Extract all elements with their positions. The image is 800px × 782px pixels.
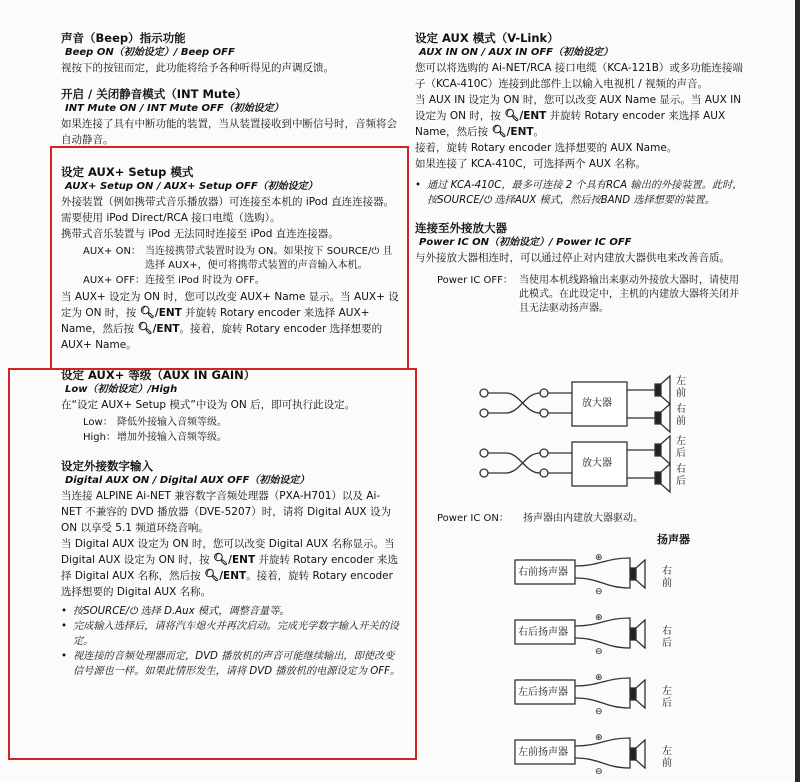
- amp-off-definition: [437, 274, 745, 316]
- viewer-edge: [795, 0, 800, 782]
- speaker-end-label: 左后: [662, 686, 672, 709]
- beep-options: Beep ON（初始设定）/ Beep OFF: [65, 47, 235, 58]
- search-key-icon: 🔍︎: [212, 552, 229, 566]
- amp-options: Power IC ON（初始设定）/ Power IC OFF: [419, 237, 632, 248]
- aux-setup-body1: 外接装置（例如携带式音乐播放器）可连接至本机的 iPod 直连连接器。需要使用 iPod Direct/RCA 接口电缆（选购）。: [61, 196, 395, 224]
- svg-text:⊖: ⊖: [595, 707, 603, 717]
- vlink-body3: 接着，旋转 Rotary encoder 选择想要的 AUX Name。: [415, 142, 678, 154]
- search-key-icon: 🔍︎: [504, 108, 520, 122]
- gain-low-term: Low：: [83, 417, 113, 428]
- svg-text:⊖: ⊖: [595, 647, 603, 657]
- amp-title: 连接至外接放大器: [415, 221, 507, 235]
- svg-text:⊖: ⊖: [595, 767, 603, 776]
- digital-bullet: • 视连接的音频处理器而定，DVD 播放机的声音可能继续输出，即使改变信号源也一样。如果此情形发生，请将 DVD 播放机的电源设定为 OFF。: [61, 651, 401, 677]
- aux-setup-body3: 当 AUX+ 设定为 ON 时，您可以改变 AUX+ Name 显示。当 AUX+ 设定为 ON 时，按 🔍︎/ENT 并旋转 Rotary encoder 来选择 AUX+ Name，然后按 🔍︎/ENT。接着，旋转 Rotary encoder 选择想要的 AUX+ Name。: [61, 291, 399, 351]
- search-key-icon: 🔍︎: [203, 568, 220, 582]
- digital-options: Digital AUX ON / Digital AUX OFF（初始设定）: [65, 475, 310, 486]
- digital-bullet: • 按SOURCE/⏻ 选择 D.Aux 模式，调整音量等。: [61, 606, 290, 617]
- speaker-row-label: 右后扬声器: [518, 627, 568, 638]
- svg-text:⊕: ⊕: [595, 673, 603, 683]
- amp-body: 与外接放大器相连时，可以通过停止对内建放大器供电来改善音质。: [415, 252, 730, 264]
- speaker-end-label: 右前: [662, 566, 672, 589]
- vlink-body2: 当 AUX IN 设定为 ON 时，您可以改变 AUX Name 显示。当 AUX IN 设定为 ON 时，按 🔍︎/ENT 并旋转 Rotary encoder 来选择 AUX Name，然后按 🔍︎/ENT。: [415, 94, 742, 138]
- power-ic-on-term: Power IC ON：: [437, 513, 509, 524]
- svg-text:⊖: ⊖: [595, 587, 603, 597]
- highlight-box-aux-gain-digital: [8, 368, 417, 760]
- power-ic-off-term: Power IC OFF：: [437, 275, 513, 286]
- aux-off-term: AUX+ OFF：: [83, 275, 145, 286]
- search-key-icon: 🔍︎: [137, 321, 153, 335]
- beep-body: 视按下的按钮而定，此功能将给予各种听得见的声调反馈。: [61, 62, 334, 74]
- digital-body2: 当 Digital AUX 设定为 ON 时，您可以改变 Digital AUX 名称显示。当 Digital AUX 设定为 ON 时，按 🔍︎/ENT 并旋转 Rotary encoder 来选择 Digital AUX 名称，然后按 🔍︎/ENT。接着，旋转 Rotary encoder 选择想要的 Digital AUX 名称。: [61, 538, 399, 598]
- mute-options: INT Mute ON / INT Mute OFF（初始设定）: [65, 103, 284, 114]
- internal-speaker-diagram: [505, 548, 685, 776]
- aux-off-text: 连接至 iPod 时设为 OFF。: [145, 275, 265, 286]
- vlink-bullet: • 通过 KCA-410C，最多可连接 2 个具有RCA 输出的外接装置。此时，按SOURCE/⏻ 选择AUX 模式，然后按BAND 选择想要的装置。: [415, 180, 743, 206]
- speaker-row-label: 左后扬声器: [518, 687, 568, 698]
- aux-setup-title: 设定 AUX+ Setup 模式: [61, 165, 194, 179]
- vlink-title: 设定 AUX 模式（V-Link）: [415, 31, 559, 45]
- mute-title: 开启 / 关闭静音模式（INT Mute）: [61, 87, 247, 101]
- search-key-icon: 🔍︎: [139, 305, 155, 319]
- digital-bullet: • 完成输入选择后，请将汽车熄火并再次启动。完成光学数字输入开关的设定。: [61, 621, 399, 647]
- aux-setup-body2: 携带式音乐装置与 iPod 无法同时连接至 iPod 直连连接器。: [61, 228, 339, 240]
- svg-text:⊕: ⊕: [595, 613, 603, 623]
- amp-label-lower: 放大器: [582, 458, 612, 469]
- amp-label-upper: 放大器: [582, 398, 612, 409]
- mute-body: 如果连接了具有中断功能的装置，当从装置接收到中断信号时，音频将会自动静音。: [61, 118, 397, 146]
- external-amp-diagram: [470, 360, 700, 510]
- speaker-row-label: 左前扬声器: [518, 747, 568, 758]
- gain-high-text: 增加外接输入音频等级。: [117, 432, 227, 443]
- speaker-row-label: 右前扬声器: [518, 567, 568, 578]
- aux-gain-body: 在“设定 AUX+ Setup 模式”中设为 ON 后，即可执行此设定。: [61, 399, 356, 411]
- svg-text:⊕: ⊕: [595, 733, 603, 743]
- right-column: [415, 30, 745, 317]
- digital-body1: 当连接 ALPINE Ai-NET 兼容数字音频处理器（PXA-H701）以及 Ai-NET 不兼容的 DVD 播放器（DVE-5207）时，请将 Digital AUX 设为 ON 以享受 5.1 频道环绕音响。: [61, 490, 391, 534]
- speaker-end-label: 右后: [662, 626, 672, 649]
- gain-low-text: 降低外接输入音频等级。: [117, 417, 227, 428]
- vlink-options: AUX IN ON / AUX IN OFF（初始设定）: [419, 47, 613, 58]
- beep-title: 声音（Beep）指示功能: [61, 31, 186, 45]
- vlink-body1: 您可以将选购的 Ai-NET/RCA 接口电缆（KCA-121B）或多功能连接端子（KCA-410C）连接到此部件上以输入电视机 / 视频的声音。: [415, 62, 743, 90]
- power-ic-off-text: 当使用本机线路输出来驱动外接放大器时，请使用此模式。在此设定中，主机的内建放大器将关闭并且无法驱动扬声器。: [519, 275, 739, 314]
- power-ic-on-row: [437, 512, 767, 526]
- search-key-icon: 🔍︎: [491, 124, 507, 138]
- vlink-body4: 如果连接了 KCA-410C，可选择两个 AUX 名称。: [415, 158, 646, 170]
- speaker-end-label: 左前: [662, 746, 672, 769]
- highlight-box-aux-setup: [50, 146, 409, 370]
- aux-gain-title: 设定 AUX+ 等级（AUX IN GAIN）: [61, 368, 256, 382]
- power-ic-off-row: [437, 274, 745, 316]
- speaker-label-front-right: 右前: [676, 404, 686, 427]
- gain-high-term: High：: [83, 432, 116, 443]
- aux-on-text: 当连接携带式装置时设为 ON。如果按下 SOURCE/⏻ 且选择 AUX+，便可将携带式装置的声音输入本机。: [145, 246, 393, 271]
- aux-gain-options: Low（初始设定）/High: [65, 384, 178, 395]
- speaker-label-rear-left: 左后: [676, 436, 686, 459]
- speaker-label-front-left: 左前: [676, 376, 686, 399]
- aux-setup-options: AUX+ Setup ON / AUX+ Setup OFF（初始设定）: [65, 181, 318, 192]
- speaker-diagram-title: 扬声器: [657, 533, 690, 546]
- amp-on-definition: [437, 512, 767, 527]
- power-ic-on-text: 扬声器由内建放大器驱动。: [523, 513, 643, 524]
- speaker-label-rear-right: 右后: [676, 464, 686, 487]
- digital-title: 设定外接数字输入: [61, 459, 153, 473]
- aux-on-term: AUX+ ON：: [83, 246, 141, 257]
- svg-text:⊕: ⊕: [595, 553, 603, 563]
